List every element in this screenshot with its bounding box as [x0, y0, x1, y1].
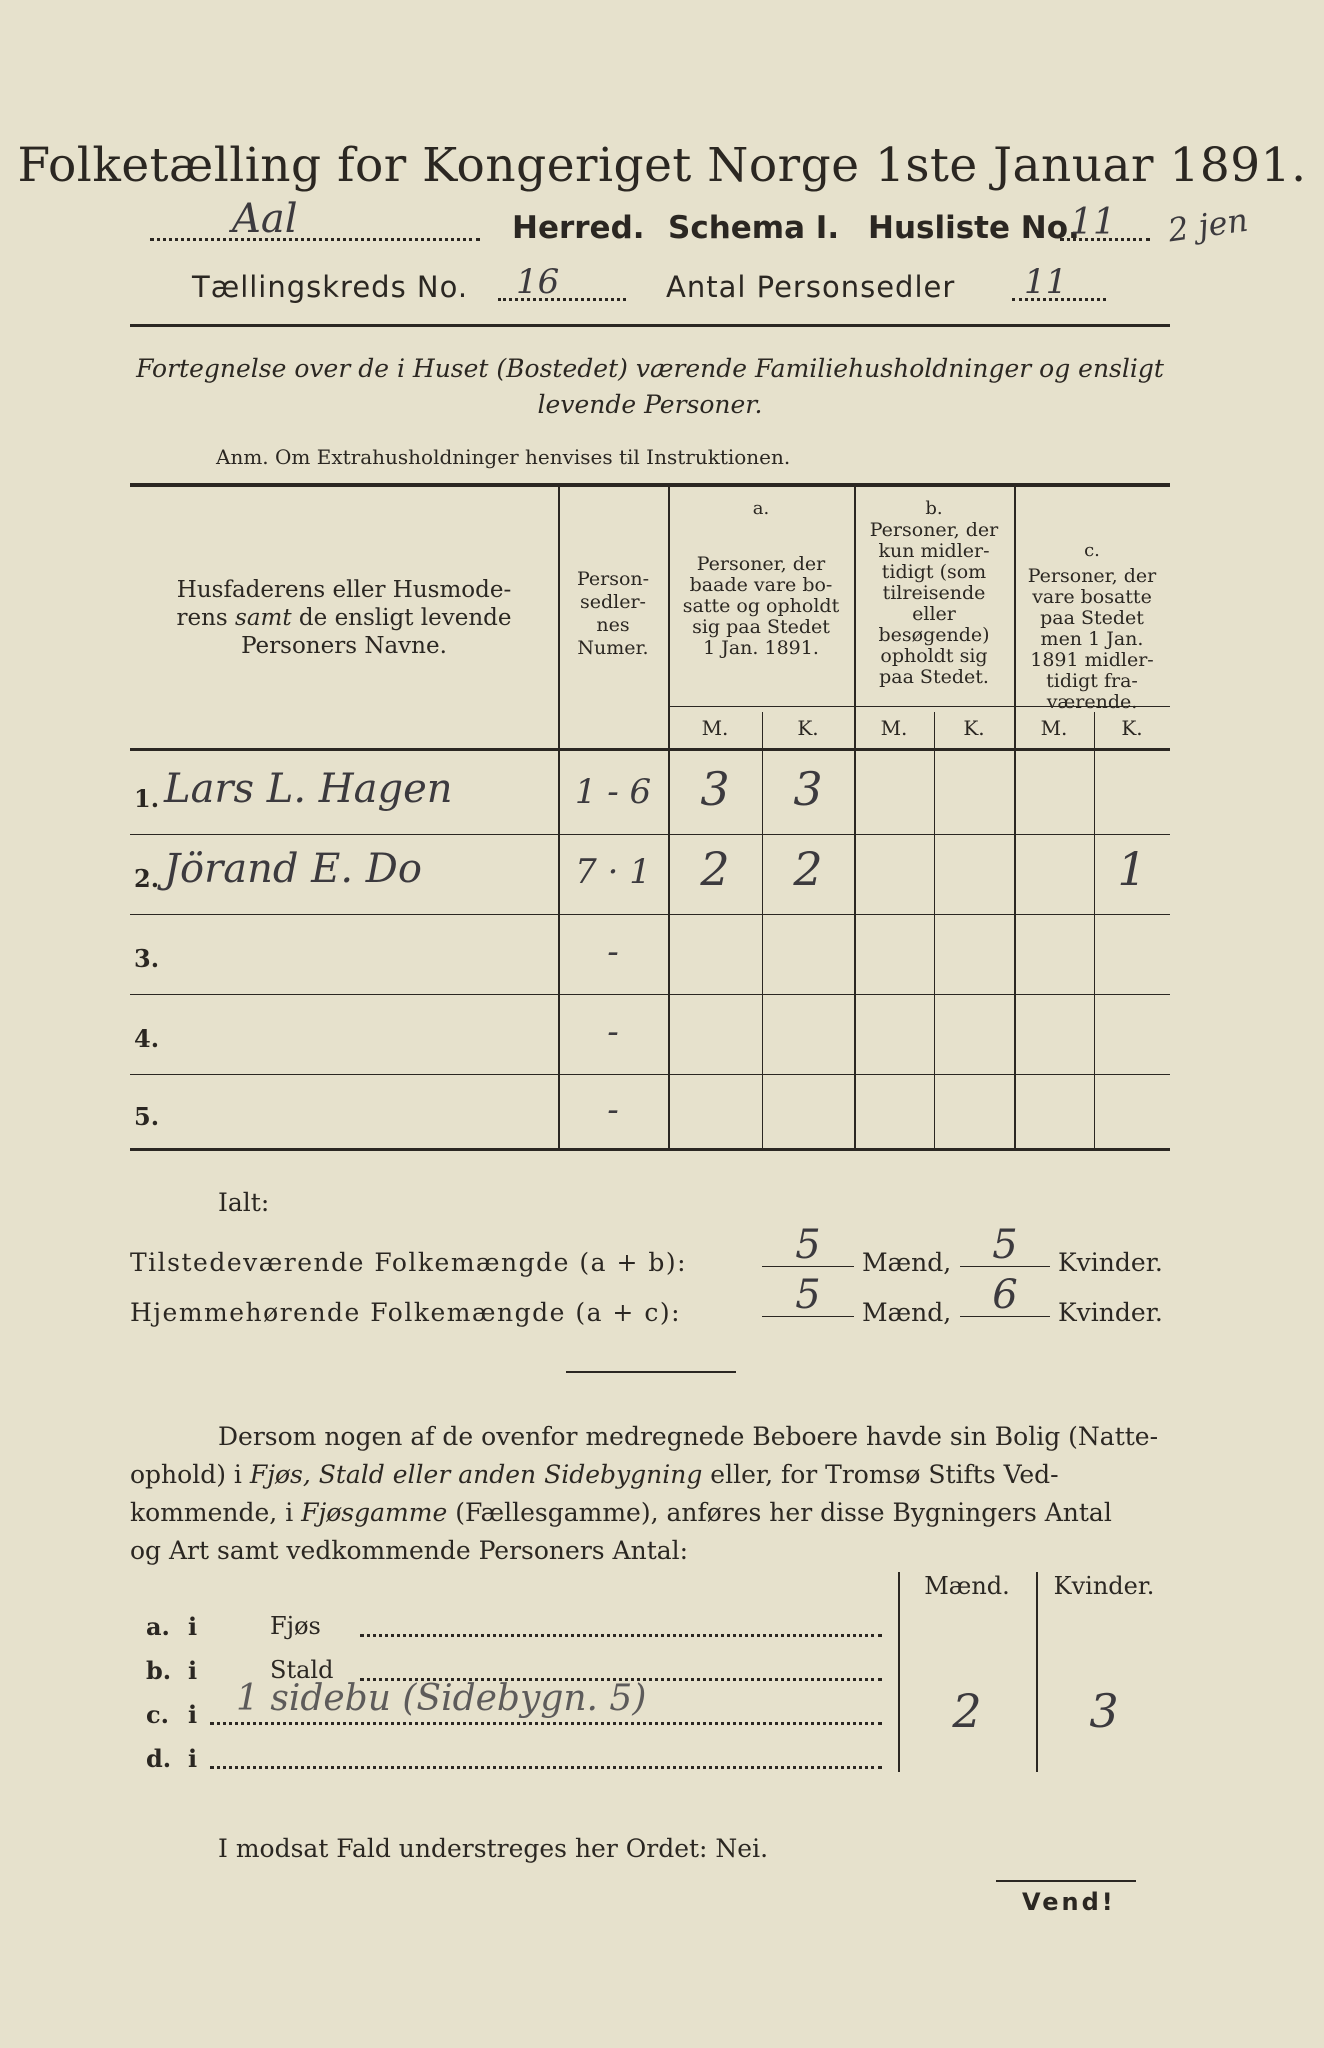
anm-note: Anm. Om Extrahusholdninger henvises til Instruktionen. [216, 445, 791, 469]
header-rule [130, 324, 1170, 327]
header-text-line: værende. [1046, 691, 1138, 713]
place-dotline [150, 238, 480, 241]
header-text-line: 1 Jan. 1891. [703, 637, 819, 659]
buildings-divider [1036, 1572, 1038, 1772]
cell-num: - [607, 932, 619, 972]
husliste-extra-handwritten: 2 jen [1165, 200, 1251, 250]
building-letter: d. [146, 1744, 172, 1773]
cell-num: - [607, 1012, 619, 1052]
col-names-line: Personers Navne. [241, 633, 447, 659]
paragraph-line: og Art samt vedkommende Personers Antal: [130, 1536, 689, 1565]
tilstede-kvinder-value: 5 [992, 1222, 1018, 1268]
paragraph-part: eller, for Tromsø Stifts Ved- [702, 1460, 1059, 1489]
col-names-part: rens [176, 605, 236, 631]
header-text-line: vare bosatte [1032, 586, 1152, 608]
col-a-letter: a. [752, 498, 770, 519]
maend-label: Mænd, [862, 1298, 952, 1327]
header-text-line: Personer, der [696, 553, 826, 575]
c-k-label: K. [1121, 716, 1143, 740]
col-names-header [130, 576, 558, 660]
cell-num: 7 · 1 [575, 852, 651, 892]
header-text-line: besøgende) [878, 624, 990, 646]
header-text-line: tilreisende [882, 582, 986, 604]
row-number: 3. [134, 944, 160, 973]
cell-aM: 2 [700, 842, 730, 896]
kreds-no-handwritten: 16 [516, 262, 560, 302]
kvinder-label: Kvinder. [1058, 1248, 1163, 1277]
a-m-label: M. [701, 716, 729, 740]
herred-label: Herred. [512, 210, 645, 246]
building-letter: c. [146, 1700, 169, 1729]
tilstede-label: Tilstedeværende Folkemængde (a + b): [130, 1248, 688, 1277]
row-name: Lars L. Hagen [164, 766, 453, 812]
schema-label: Schema I. [668, 210, 840, 246]
buildings-kvinder-value: 3 [1089, 1684, 1119, 1738]
buildings-kvinder-header: Kvinder. [1053, 1572, 1155, 1600]
c-m-label: M. [1040, 716, 1068, 740]
col-divider [934, 712, 935, 1148]
footer-note: I modsat Fald understreges her Ordet: Nei. [218, 1834, 769, 1863]
vend-label: Vend! [1022, 1888, 1116, 1916]
col-num-line: Numer. [577, 637, 649, 659]
paragraph-part: Fjøsgamme [301, 1498, 448, 1527]
b-m-label: M. [880, 716, 908, 740]
paragraph-line: Dersom nogen af de ovenfor medregnede Beboere havde sin Bolig (Natte- [218, 1422, 1159, 1451]
col-names-part: samt [235, 605, 292, 631]
cell-aK: 3 [793, 762, 823, 816]
col-num-line: nes [596, 614, 630, 636]
cell-cK: 1 [1117, 842, 1147, 896]
row-rule [130, 914, 1170, 915]
buildings-maend-value: 2 [952, 1684, 982, 1738]
row-name: Jörand E. Do [164, 846, 422, 892]
col-a-text [668, 554, 854, 659]
header-text-line: sig paa Stedet [692, 616, 830, 638]
paragraph-part: ophold) i [130, 1460, 250, 1489]
header-text-line: Personer, der [869, 519, 999, 541]
paragraph-part: Fjøs, Stald eller anden Sidebygning [249, 1460, 703, 1489]
row-rule [130, 1074, 1170, 1075]
col-c-letter: c. [1084, 540, 1100, 561]
building-i: i [188, 1612, 198, 1641]
cell-num: - [607, 1090, 619, 1130]
header-text-line: paa Stedet. [879, 666, 989, 688]
building-i: i [188, 1744, 198, 1773]
maend-label: Mænd, [862, 1248, 952, 1277]
col-num-header [558, 568, 668, 660]
building-label: Stald [270, 1656, 334, 1684]
building-letter: b. [146, 1656, 172, 1685]
buildings-maend-header: Mænd. [924, 1572, 1010, 1600]
header-text-line: kun midler- [878, 540, 990, 562]
cell-aK: 2 [793, 842, 823, 896]
header-text-line: opholdt sig [880, 645, 988, 667]
separator [566, 1371, 736, 1373]
table-bottom-rule [130, 1148, 1170, 1151]
row-number: 2. [134, 864, 160, 893]
paragraph-part: (Fællesgamme), anføres her disse Bygningers Antal [447, 1498, 1112, 1527]
header-text-line: tidigt (som [881, 561, 987, 583]
a-k-label: K. [797, 716, 819, 740]
header-text-line: paa Stedet [1040, 607, 1144, 629]
col-num-line: Person- [576, 568, 650, 590]
header-text-line: Personer, der [1027, 565, 1157, 587]
col-num-line: sedler- [580, 591, 646, 613]
cell-num: 1 - 6 [574, 772, 652, 812]
building-dotline [360, 1634, 882, 1637]
hjemme-kvinder-value: 6 [992, 1272, 1018, 1318]
antal-handwritten: 11 [1024, 262, 1068, 302]
ialt-label: Ialt: [218, 1188, 270, 1217]
row-rule [130, 834, 1170, 835]
hjemme-maend-value: 5 [795, 1272, 821, 1318]
building-label: Fjøs [270, 1612, 321, 1640]
intro-line-2: levende Personer. [537, 390, 763, 419]
header-text-line: eller [912, 603, 956, 625]
paragraph-part: kommende, i [130, 1498, 302, 1527]
intro-line-1: Fortegnelse over de i Huset (Bostedet) værende Familiehusholdninger og ensligt [136, 354, 1164, 383]
building-i: i [188, 1656, 198, 1685]
place-handwritten: Aal [232, 196, 298, 242]
col-c-text [1014, 566, 1170, 713]
kvinder-label: Kvinder. [1058, 1298, 1163, 1327]
form-title: Folketælling for Kongeriget Norge 1ste Januar 1891. [17, 138, 1307, 193]
row-number: 1. [134, 784, 160, 813]
col-divider [1094, 712, 1095, 1148]
hjemme-label: Hjemmehørende Folkemængde (a + c): [130, 1298, 681, 1327]
building-handwritten: 1 sidebu (Sidebygn. 5) [236, 1678, 647, 1719]
header-text-line: satte og opholdt [682, 595, 840, 617]
buildings-divider [898, 1572, 900, 1772]
row-number: 5. [134, 1102, 160, 1131]
building-letter: a. [146, 1612, 170, 1641]
cell-aM: 3 [700, 762, 730, 816]
husliste-label: Husliste No. [868, 210, 1080, 246]
tilstede-maend-value: 5 [795, 1222, 821, 1268]
header-text-line: 1891 midler- [1030, 649, 1154, 671]
building-dotline [210, 1766, 882, 1769]
header-text-line: men 1 Jan. [1040, 628, 1144, 650]
husliste-no-handwritten: 11 [1070, 202, 1116, 243]
row-number: 4. [134, 1024, 160, 1053]
row-rule [130, 994, 1170, 995]
col-names-line: Husfaderens eller Husmode- [176, 577, 512, 603]
antal-label: Antal Personsedler [666, 270, 956, 304]
vend-rule [996, 1880, 1136, 1882]
building-i: i [188, 1700, 198, 1729]
kreds-label: Tællingskreds No. [192, 270, 469, 304]
paragraph [130, 1418, 1170, 1570]
col-names-part: de ensligt levende [291, 605, 512, 631]
col-b-letter: b. [925, 498, 943, 519]
b-k-label: K. [963, 716, 985, 740]
header-text-line: baade vare bo- [689, 574, 833, 596]
col-b-text [854, 520, 1014, 688]
building-dotline [210, 1722, 882, 1725]
header-text-line: tidigt fra- [1046, 670, 1138, 692]
